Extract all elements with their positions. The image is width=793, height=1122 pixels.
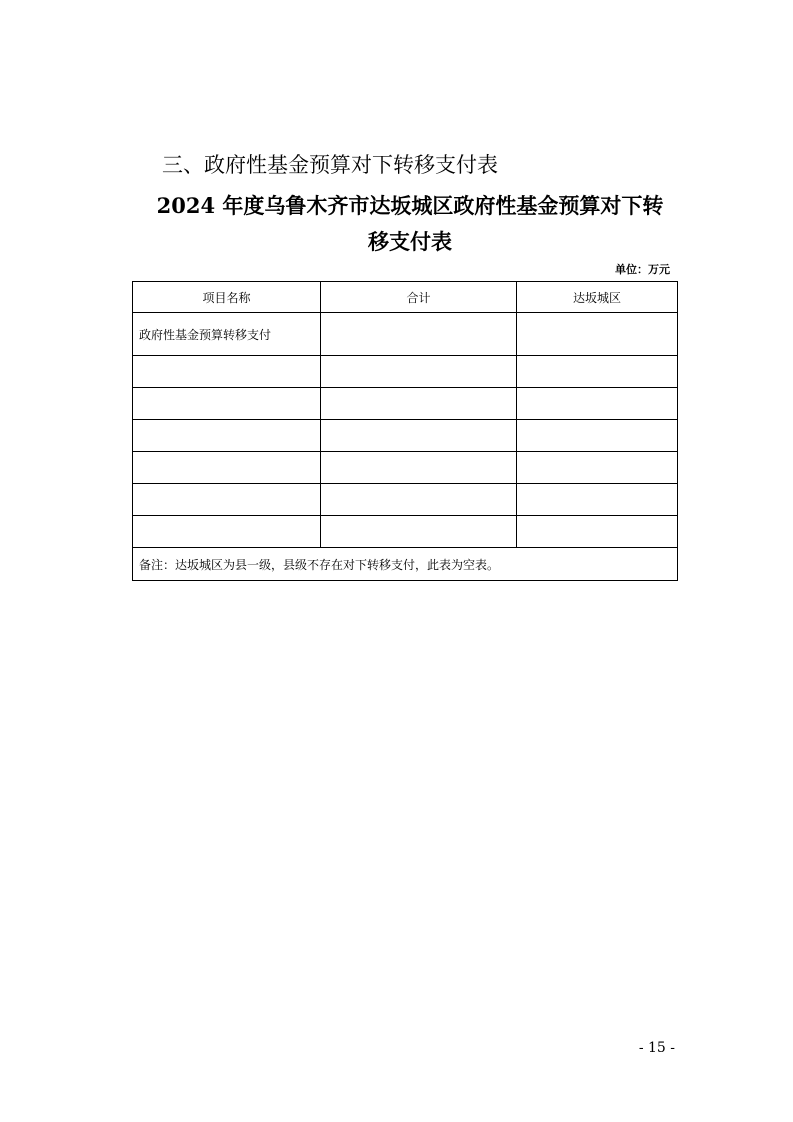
header-dabancheng-district: 达坂城区 (517, 282, 678, 313)
cell-district (517, 356, 678, 388)
table-row (133, 420, 678, 452)
cell-district (517, 516, 678, 548)
section-heading: 三、政府性基金预算对下转移支付表 (162, 153, 498, 177)
cell-total (321, 516, 517, 548)
table-row (133, 313, 678, 356)
cell-total (321, 313, 517, 356)
cell-total (321, 420, 517, 452)
cell-district (517, 313, 678, 356)
cell-project-name (133, 452, 321, 484)
table-note: 备注：达坂城区为县一级，县级不存在对下转移支付，此表为空表。 (133, 548, 678, 581)
cell-total (321, 388, 517, 420)
table-row (133, 356, 678, 388)
table-title-line-1: 2024 年度乌鲁木齐市达坂城区政府性基金预算对下转 (156, 193, 664, 218)
unit-label: 单位：万元 (615, 263, 670, 276)
table-row (133, 452, 678, 484)
table-row (133, 484, 678, 516)
table-title-line-2: 移支付表 (368, 229, 452, 254)
cell-project-name (133, 516, 321, 548)
cell-project-name (133, 420, 321, 452)
cell-project-name (133, 388, 321, 420)
table-note-row (133, 548, 678, 581)
cell-district (517, 388, 678, 420)
header-project-name: 项目名称 (133, 282, 321, 313)
cell-project-name (133, 484, 321, 516)
header-total: 合计 (321, 282, 517, 313)
table-header-row (133, 282, 678, 313)
cell-project-name: 政府性基金预算转移支付 (133, 313, 321, 356)
cell-district (517, 420, 678, 452)
cell-total (321, 356, 517, 388)
table-row (133, 516, 678, 548)
cell-district (517, 452, 678, 484)
cell-district (517, 484, 678, 516)
transfer-payment-table (132, 281, 678, 581)
cell-total (321, 484, 517, 516)
cell-project-name (133, 356, 321, 388)
page-number: - 15 - (638, 1040, 675, 1056)
cell-total (321, 452, 517, 484)
table-row (133, 388, 678, 420)
